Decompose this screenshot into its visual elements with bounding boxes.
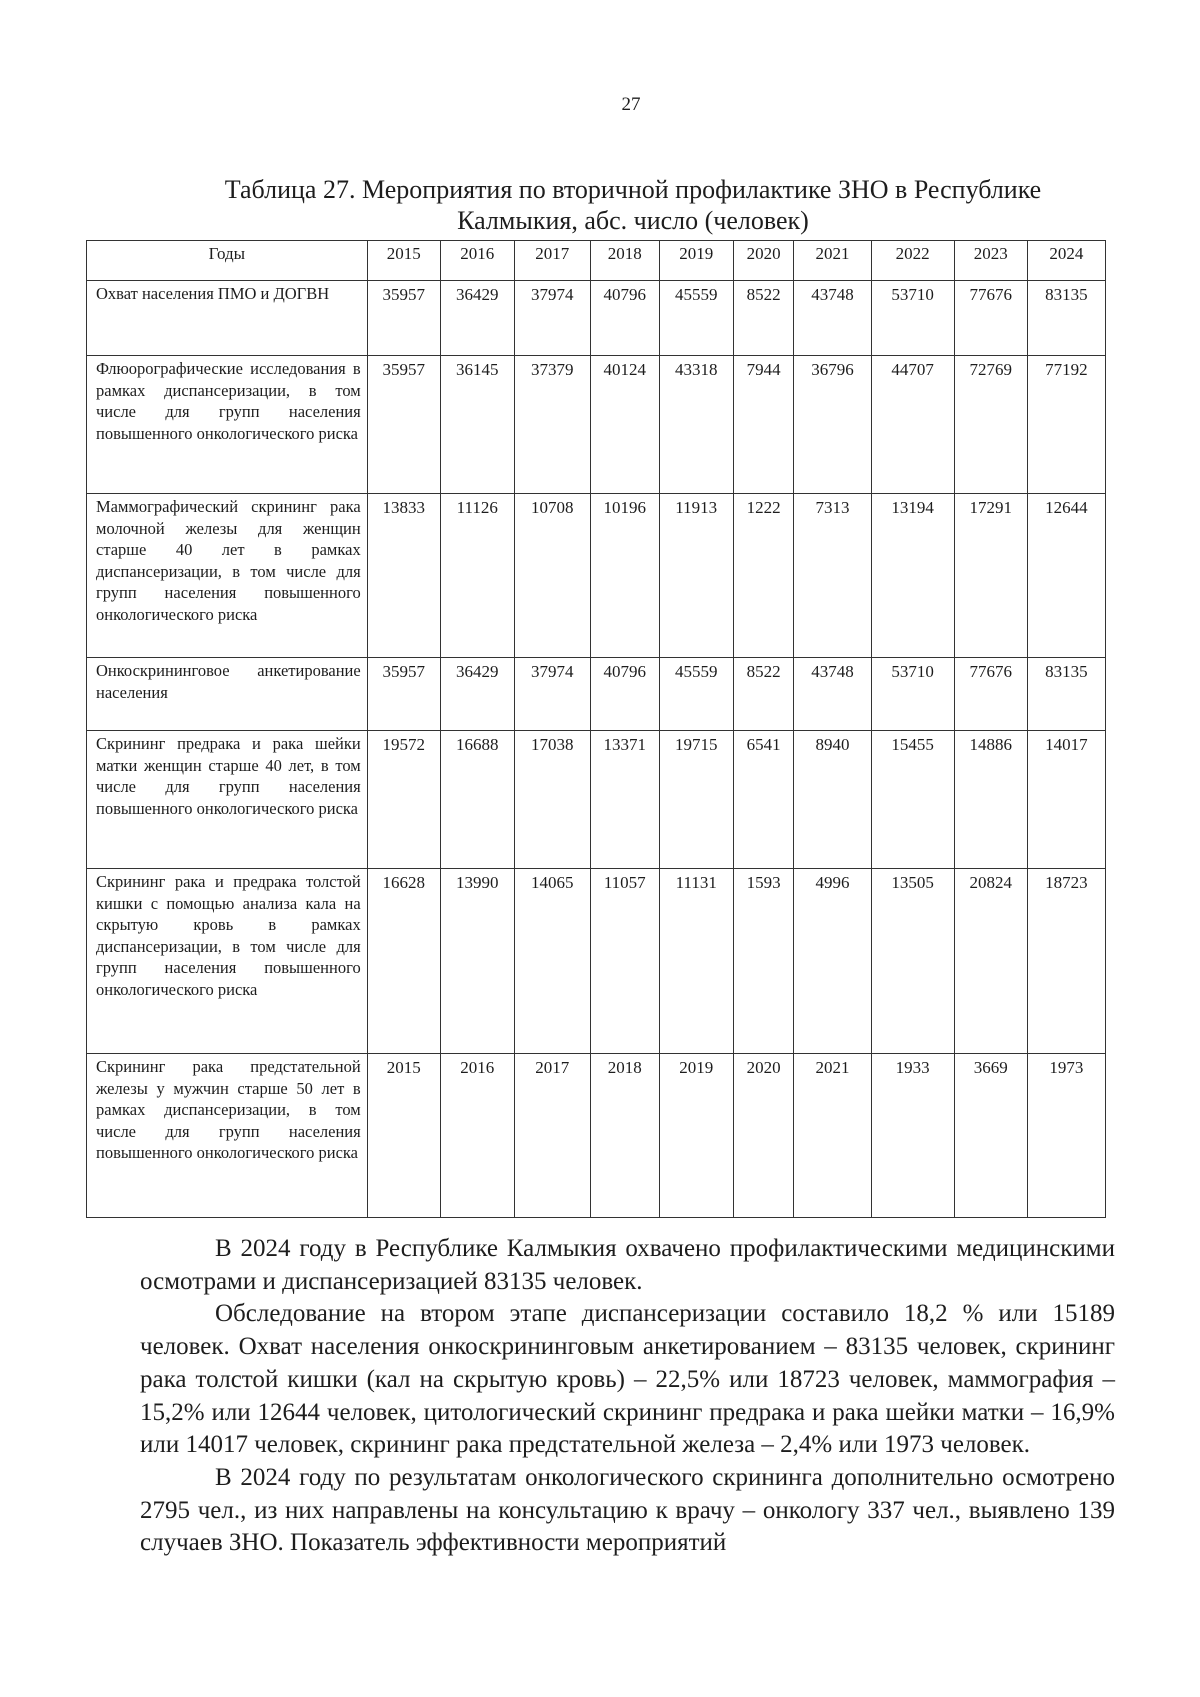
value-cell: 35957 bbox=[367, 281, 440, 356]
value-cell: 13505 bbox=[871, 869, 954, 1054]
value-cell: 36145 bbox=[440, 356, 514, 494]
value-cell: 13833 bbox=[367, 494, 440, 658]
value-cell: 40124 bbox=[590, 356, 659, 494]
value-cell: 11057 bbox=[590, 869, 659, 1054]
year-header-cell: 2020 bbox=[733, 241, 794, 281]
value-cell: 19572 bbox=[367, 731, 440, 869]
value-cell: 10196 bbox=[590, 494, 659, 658]
year-header-cell: 2019 bbox=[659, 241, 733, 281]
page-number: 27 bbox=[621, 94, 641, 115]
value-cell: 36429 bbox=[440, 281, 514, 356]
value-cell: 2021 bbox=[794, 1054, 871, 1218]
row-label: Охват населения ПМО и ДОГВН bbox=[87, 281, 368, 356]
value-cell: 35957 bbox=[367, 658, 440, 731]
value-cell: 83135 bbox=[1027, 658, 1105, 731]
table-row bbox=[87, 281, 1106, 356]
value-cell: 10708 bbox=[514, 494, 590, 658]
table-header-row bbox=[87, 241, 1106, 281]
value-cell: 44707 bbox=[871, 356, 954, 494]
table-row bbox=[87, 869, 1106, 1054]
value-cell: 7944 bbox=[733, 356, 794, 494]
header-label-cell: Годы bbox=[87, 241, 368, 281]
value-cell: 19715 bbox=[659, 731, 733, 869]
table-title: Таблица 27. Мероприятия по вторичной профилактике ЗНО в Республике Калмыкия, абс. число (человек) bbox=[224, 175, 1042, 235]
value-cell: 40796 bbox=[590, 658, 659, 731]
value-cell: 1933 bbox=[871, 1054, 954, 1218]
value-cell: 45559 bbox=[659, 658, 733, 731]
table-row bbox=[87, 731, 1106, 869]
value-cell: 53710 bbox=[871, 658, 954, 731]
value-cell: 20824 bbox=[954, 869, 1027, 1054]
value-cell: 53710 bbox=[871, 281, 954, 356]
table-row bbox=[87, 494, 1106, 658]
value-cell: 13194 bbox=[871, 494, 954, 658]
value-cell: 13371 bbox=[590, 731, 659, 869]
year-header-cell: 2021 bbox=[794, 241, 871, 281]
value-cell: 2015 bbox=[367, 1054, 440, 1218]
value-cell: 15455 bbox=[871, 731, 954, 869]
value-cell: 4996 bbox=[794, 869, 871, 1054]
paragraph: В 2024 году по результатам онкологического скрининга дополнительно осмотрено 2795 чел., из них направлены на консультацию к врачу – онкологу 337 чел., выявлено 139 случаев ЗНО. Показатель эффективности мероприятий bbox=[140, 1463, 1115, 1557]
value-cell: 72769 bbox=[954, 356, 1027, 494]
value-cell: 35957 bbox=[367, 356, 440, 494]
value-cell: 14017 bbox=[1027, 731, 1105, 869]
value-cell: 37379 bbox=[514, 356, 590, 494]
year-header-cell: 2016 bbox=[440, 241, 514, 281]
value-cell: 1222 bbox=[733, 494, 794, 658]
value-cell: 2019 bbox=[659, 1054, 733, 1218]
body-text bbox=[140, 1233, 1115, 1560]
year-header-cell: 2018 bbox=[590, 241, 659, 281]
value-cell: 2017 bbox=[514, 1054, 590, 1218]
value-cell: 1593 bbox=[733, 869, 794, 1054]
value-cell: 8522 bbox=[733, 281, 794, 356]
value-cell: 17291 bbox=[954, 494, 1027, 658]
year-header-cell: 2022 bbox=[871, 241, 954, 281]
value-cell: 45559 bbox=[659, 281, 733, 356]
value-cell: 77676 bbox=[954, 658, 1027, 731]
value-cell: 11126 bbox=[440, 494, 514, 658]
year-header-cell: 2023 bbox=[954, 241, 1027, 281]
value-cell: 43318 bbox=[659, 356, 733, 494]
value-cell: 14065 bbox=[514, 869, 590, 1054]
year-header-cell: 2024 bbox=[1027, 241, 1105, 281]
value-cell: 16688 bbox=[440, 731, 514, 869]
value-cell: 1973 bbox=[1027, 1054, 1105, 1218]
value-cell: 17038 bbox=[514, 731, 590, 869]
value-cell: 7313 bbox=[794, 494, 871, 658]
value-cell: 43748 bbox=[794, 658, 871, 731]
row-label: Маммографический скрининг рака молочной железы для женщин старше 40 лет в рамках диспансеризации, в том числе для групп населения повышенного онкологического риска bbox=[87, 494, 368, 658]
year-header-cell: 2017 bbox=[514, 241, 590, 281]
value-cell: 37974 bbox=[514, 281, 590, 356]
value-cell: 2016 bbox=[440, 1054, 514, 1218]
value-cell: 83135 bbox=[1027, 281, 1105, 356]
row-label: Онкоскрининговое анкетирование населения bbox=[87, 658, 368, 731]
value-cell: 12644 bbox=[1027, 494, 1105, 658]
value-cell: 6541 bbox=[733, 731, 794, 869]
value-cell: 8522 bbox=[733, 658, 794, 731]
row-label: Скрининг рака и предрака толстой кишки с помощью анализа кала на скрытую кровь в рамках диспансеризации, в том числе для групп населения повышенного онкологического риска bbox=[87, 869, 368, 1054]
table-row bbox=[87, 1054, 1106, 1218]
value-cell: 13990 bbox=[440, 869, 514, 1054]
paragraph: Обследование на втором этапе диспансеризации составило 18,2 % или 15189 человек. Охват населения онкоскрининговым анкетированием – 83135 человек, скрининг рака толстой кишки (кал на скрытую кровь) – 22,5% или 18723 человек, маммография – 15,2% или 12644 человек, цитологический скрининг предрака и рака шейки матки – 16,9% или 14017 человек, скрининг рака предстательной железа – 2,4% или 1973 человек. bbox=[140, 1300, 1115, 1459]
value-cell: 43748 bbox=[794, 281, 871, 356]
value-cell: 3669 bbox=[954, 1054, 1027, 1218]
value-cell: 40796 bbox=[590, 281, 659, 356]
value-cell: 11131 bbox=[659, 869, 733, 1054]
row-label: Флюорографические исследования в рамках диспансеризации, в том числе для групп населения повышенного онкологического риска bbox=[87, 356, 368, 494]
table-row bbox=[87, 658, 1106, 731]
value-cell: 2020 bbox=[733, 1054, 794, 1218]
value-cell: 37974 bbox=[514, 658, 590, 731]
paragraph: В 2024 году в Республике Калмыкия охвачено профилактическими медицинскими осмотрами и диспансеризацией 83135 человек. bbox=[140, 1235, 1115, 1295]
value-cell: 77676 bbox=[954, 281, 1027, 356]
value-cell: 36429 bbox=[440, 658, 514, 731]
row-label: Скрининг предрака и рака шейки матки женщин старше 40 лет, в том числе для групп населения повышенного онкологического риска bbox=[87, 731, 368, 869]
value-cell: 16628 bbox=[367, 869, 440, 1054]
value-cell: 14886 bbox=[954, 731, 1027, 869]
value-cell: 36796 bbox=[794, 356, 871, 494]
value-cell: 77192 bbox=[1027, 356, 1105, 494]
value-cell: 11913 bbox=[659, 494, 733, 658]
year-header-cell: 2015 bbox=[367, 241, 440, 281]
row-label: Скрининг рака предстательной железы у мужчин старше 50 лет в рамках диспансеризации, в том числе для групп населения повышенного онкологического риска bbox=[87, 1054, 368, 1218]
value-cell: 2018 bbox=[590, 1054, 659, 1218]
value-cell: 8940 bbox=[794, 731, 871, 869]
screening-table bbox=[86, 240, 1106, 1218]
value-cell: 18723 bbox=[1027, 869, 1105, 1054]
table-row bbox=[87, 356, 1106, 494]
